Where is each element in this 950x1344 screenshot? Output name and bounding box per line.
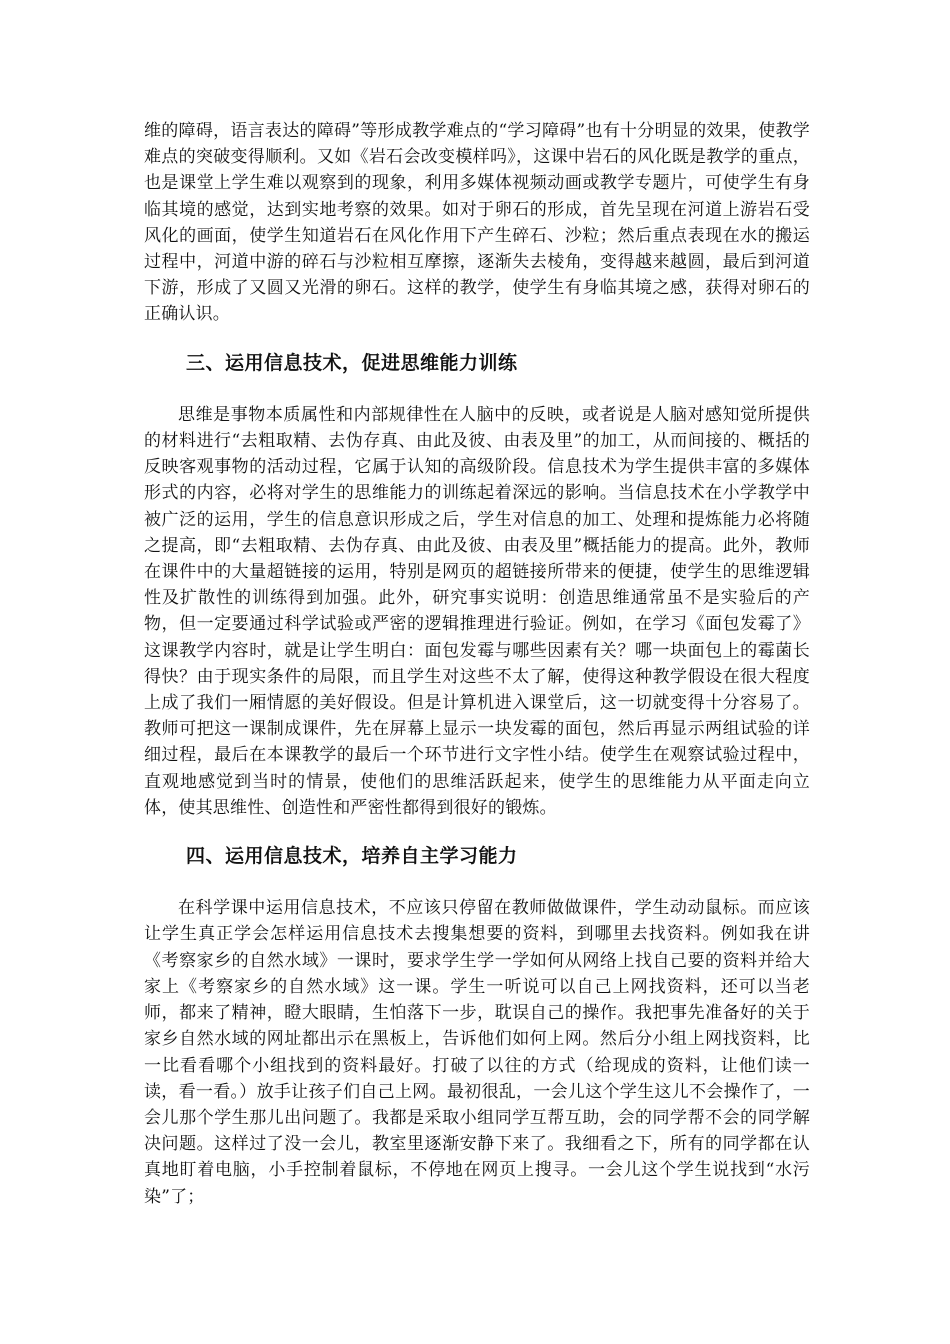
paragraph-continued: 维的障碍，语言表达的障碍”等形成教学难点的“学习障碍”也有十分明显的效果，使教学难点的突破变得顺利。又如《岩石会改变模样吗》，这课中岩石的风化既是教学的重点，也是课堂上学生难以观察到的现象，利用多媒体视频动画或教学专题片，可使学生有身临其境的感觉，达到实地考察的效果。如对于卵石的形成，首先呈现在河道上游岩石受风化的画面，使学生知道岩石在风化作用下产生碎石、沙粒；然后重点表现在水的搬运过程中，河道中游的碎石与沙粒相互摩擦，逐渐失去棱角，变得越来越圆，最后到河道下游，形成了又圆又光滑的卵石。这样的教学，使学生有身临其境之感，获得对卵石的正确认识。	[144, 121, 810, 325]
paragraph-section-3: 思维是事物本质属性和内部规律性在人脑中的反映，或者说是人脑对感知觉所提供的材料进行“去粗取精、去伪存真、由此及彼、由表及里”的加工，从而间接的、概括的反映客观事物的活动过程，它属于认知的高级阶段。信息技术为学生提供丰富的多媒体形式的内容，必将对学生的思维能力的训练起着深远的影响。当信息技术在小学教学中被广泛的运用，学生的信息意识形成之后，学生对信息的加工、处理和提炼能力必将随之提高，即“去粗取精、去伪存真、由此及彼、由表及里”概括能力的提高。此外，教师在课件中的大量超链接的运用，特别是网页的超链接所带来的便捷，使学生的思维逻辑性及扩散性的训练得到加强。此外，研究事实说明：创造思维通常虽不是实验后的产物，但一定要通过科学试验或严密的逻辑推理进行验证。例如，在学习《面包发霉了》这课教学内容时，就是让学生明白：面包发霉与哪些因素有关？哪一块面包上的霉菌长得快？由于现实条件的局限，而且学生对这些不太了解，使得这种教学假设在很大程度上成了我们一厢情愿的美好假设。但是计算机进入课堂后，这一切就变得十分容易了。教师可把这一课制成课件，先在屏幕上显示一块发霉的面包，然后再显示两组试验的详细过程，最后在本课教学的最后一个环节进行文字性小结。使学生在观察试验过程中，直观地感觉到当时的情景，使他们的思维活跃起来，使学生的思维能力从平面走向立体，使其思维性、创造性和严密性都得到很好的锻炼。	[144, 404, 810, 818]
section-heading-3: 三、运用信息技术，促进思维能力训练	[186, 351, 518, 374]
section-heading-4: 四、运用信息技术，培养自主学习能力	[186, 845, 518, 868]
document-body	[144, 118, 810, 1210]
paragraph-section-4: 在科学课中运用信息技术，不应该只停留在教师做做课件，学生动动鼠标。而应该让学生真正学会怎样运用信息技术去搜集想要的资料，到哪里去找资料。例如我在讲《考察家乡的自然水域》一课时，要求学生学一学如何从网络上找自己要的资料并给大家上《考察家乡的自然水域》这一课。学生一听说可以自己上网找资料，还可以当老师，都来了精神，瞪大眼睛，生怕落下一步，耽误自己的操作。我把事先准备好的关于家乡自然水域的网址都出示在黑板上，告诉他们如何上网。然后分小组上网找资料，比一比看看哪个小组找到的资料最好。打破了以往的方式（给现成的资料，让他们读一读，看一看。）放手让孩子们自己上网。最初很乱，一会儿这个学生这儿不会操作了，一会儿那个学生那儿出问题了。我都是采取小组同学互帮互助，会的同学帮不会的同学解决问题。这样过了没一会儿，教室里逐渐安静下来了。我细看之下，所有的同学都在认真地盯着电脑，小手控制着鼠标，不停地在网页上搜寻。一会儿这个学生说找到“水污染”了；	[144, 898, 810, 1207]
